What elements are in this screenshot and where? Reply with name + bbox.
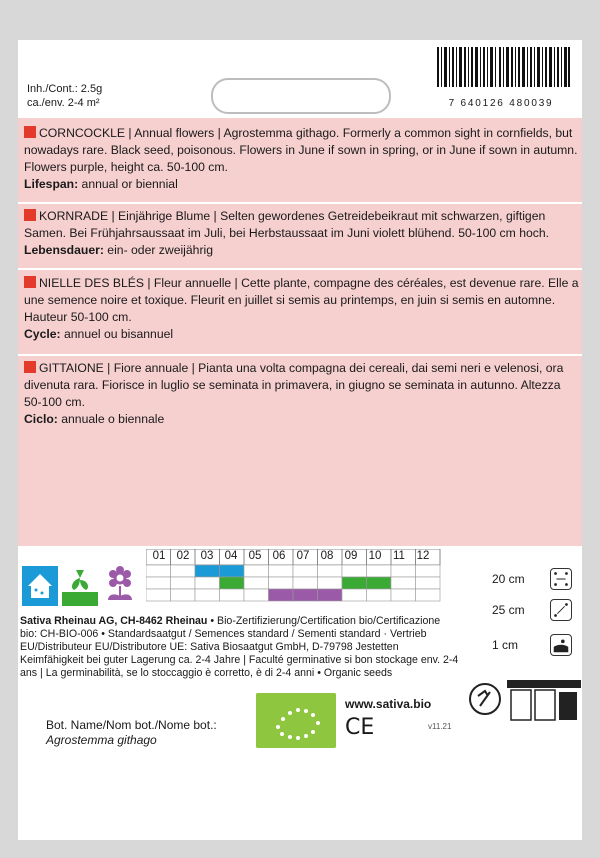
month-label: 12 xyxy=(416,550,430,562)
month-label: 10 xyxy=(368,550,382,562)
calendar-cell xyxy=(416,589,441,601)
calendar-cell xyxy=(318,589,343,601)
company-info xyxy=(20,615,460,680)
lifespan-value: annuel ou bisannuel xyxy=(60,327,174,341)
section-english xyxy=(24,125,580,193)
month-label: 02 xyxy=(176,550,190,562)
calendar-cell xyxy=(220,565,245,577)
month-label: 03 xyxy=(200,550,214,562)
calendar-cell xyxy=(171,565,196,577)
month-label: 11 xyxy=(393,550,405,562)
calendar-cell xyxy=(146,589,171,601)
section-italian xyxy=(24,360,580,428)
planting-icon xyxy=(62,566,98,606)
calendar-cell xyxy=(367,577,392,589)
calendar-cell xyxy=(171,577,196,589)
calendar-cell xyxy=(342,577,367,589)
section-text: KORNRADE | Einjährige Blume | Selten gewordenes Getreidebeikraut mit schwarzen, giftigen Samen. Bei Frühjahrsaussaat im Juli, bei Herbstaussaat im Juni violett blühend. 50-100 cm hoch. xyxy=(24,209,550,240)
calendar-cell xyxy=(342,589,367,601)
month-label: 01 xyxy=(152,550,166,562)
calendar-cell xyxy=(146,565,171,577)
section-divider xyxy=(18,202,582,204)
calendar-cell xyxy=(195,577,220,589)
row-distance-label: 20 cm xyxy=(492,572,525,586)
bot-name-label: Bot. Name/Nom bot./Nome bot.: xyxy=(46,718,217,732)
month-label: 06 xyxy=(272,550,286,562)
eu-organic-logo-icon xyxy=(256,693,336,748)
section-divider xyxy=(18,354,582,356)
calendar-cell xyxy=(220,589,245,601)
month-label: 09 xyxy=(344,550,358,562)
company-text: • Bio-Zertifizierung/Certification bio/Certificazione bio: CH-BIO-006 • Standardsaatgut / Semences standard / Sementi standard · Vertrieb EU/Distributeur EU/Distributore UE: Sativa Biosaatgut GmbH, D-79798 Jestetten Keimfähigkeit bei guter Lagerung ca. 2-4 Jahre | Faculté germinative si bon stockage env. 2-4 ans | La germinabilità, se lo stoccaggio è corretto, è di 2-4 anni • Organic seeds xyxy=(20,615,459,679)
calendar-cell xyxy=(318,577,343,589)
recycle-icon xyxy=(468,682,502,716)
calendar-cell xyxy=(318,565,343,577)
calendar-cell xyxy=(269,565,294,577)
calendar-cell xyxy=(195,565,220,577)
botanical-name xyxy=(46,718,217,748)
calendar-cell xyxy=(416,565,441,577)
calendar-cell xyxy=(391,577,416,589)
calendar-cell xyxy=(269,577,294,589)
sowing-depth-icon xyxy=(550,634,572,656)
website-link[interactable]: www.sativa.bio xyxy=(345,697,432,711)
calendar-cell xyxy=(391,565,416,577)
hang-slot xyxy=(211,78,391,114)
calendar-cell xyxy=(269,589,294,601)
lifespan-value: annual or biennial xyxy=(78,177,178,191)
section-text: NIELLE DES BLÉS | Fleur annuelle | Cette plante, compagne des céréales, est devenue rare. Elle a une semence noire et toxique. Fleurit en juillet si semis au printemps, en juin si semis en automne. Hauteur 50-100 cm. xyxy=(24,276,579,324)
calendar-cell xyxy=(171,589,196,601)
plant-distance-label: 25 cm xyxy=(492,603,525,617)
red-square-icon xyxy=(24,276,36,288)
calendar-cell xyxy=(244,577,269,589)
barcode-number: 7 640126 480039 xyxy=(448,98,554,109)
calendar-cell xyxy=(293,589,318,601)
lifespan-label: Lifespan: xyxy=(24,177,79,191)
section-divider xyxy=(18,268,582,270)
content-label: Inh./Cont.: 2.5g xyxy=(27,83,103,95)
sowing-depth-label: 1 cm xyxy=(492,638,519,652)
plant-distance-icon xyxy=(550,599,572,621)
area-label: ca./env. 2-4 m² xyxy=(27,97,100,109)
section-german xyxy=(24,208,580,259)
row-distance-icon xyxy=(550,568,572,590)
red-square-icon xyxy=(24,209,36,221)
barcode-icon xyxy=(437,47,570,87)
month-label: 07 xyxy=(296,550,310,562)
month-label: 08 xyxy=(320,550,334,562)
calendar-cell xyxy=(293,565,318,577)
calendar-cell xyxy=(416,577,441,589)
red-square-icon xyxy=(24,361,36,373)
lifespan-value: ein- oder zweijährig xyxy=(103,243,213,257)
calendar-cell xyxy=(220,577,245,589)
lifespan-label: Cycle: xyxy=(24,327,61,341)
calendar-cell xyxy=(391,589,416,601)
month-label: 04 xyxy=(224,550,238,562)
section-text: CORNCOCKLE | Annual flowers | Agrostemma githago. Formerly a common sight in cornfields, but nowadays rare. Black seed, poisonous. Flowers in June if sown in spring, or in June if sown in autumn. Flowers purple, height ca. 50-100 cm. xyxy=(24,126,578,174)
lifespan-label: Ciclo: xyxy=(24,412,58,426)
bot-name-value: Agrostemma githago xyxy=(46,733,157,747)
section-french xyxy=(24,275,580,343)
red-square-icon xyxy=(24,126,36,138)
content-info xyxy=(27,82,102,110)
calendar-cell xyxy=(293,577,318,589)
lifespan-label: Lebensdauer: xyxy=(24,243,104,257)
growing-calendar xyxy=(146,549,442,609)
calendar-cell xyxy=(146,577,171,589)
sowing-icon xyxy=(22,566,58,606)
calendar-cell xyxy=(367,589,392,601)
calendar-cell xyxy=(244,565,269,577)
calendar-cell xyxy=(195,589,220,601)
ce-mark: CE xyxy=(345,715,375,740)
month-label: 05 xyxy=(248,550,262,562)
lifespan-value: annuale o biennale xyxy=(57,412,165,426)
calendar-cell xyxy=(367,565,392,577)
flowering-icon xyxy=(102,566,138,606)
section-text: GITTAIONE | Fiore annuale | Pianta una volta compagna dei cereali, dai semi neri e velenosi, ora divenuta rara. Fiorisce in luglio se seminata in primavera, in giugno se seminata in autunno. Altezza 50-100 cm. xyxy=(24,361,564,409)
calendar-cell xyxy=(342,565,367,577)
version-label: v11.21 xyxy=(428,722,452,731)
company-name: Sativa Rheinau AG, CH-8462 Rheinau xyxy=(20,615,208,627)
disposal-icons xyxy=(507,680,581,724)
calendar-cell xyxy=(244,589,269,601)
